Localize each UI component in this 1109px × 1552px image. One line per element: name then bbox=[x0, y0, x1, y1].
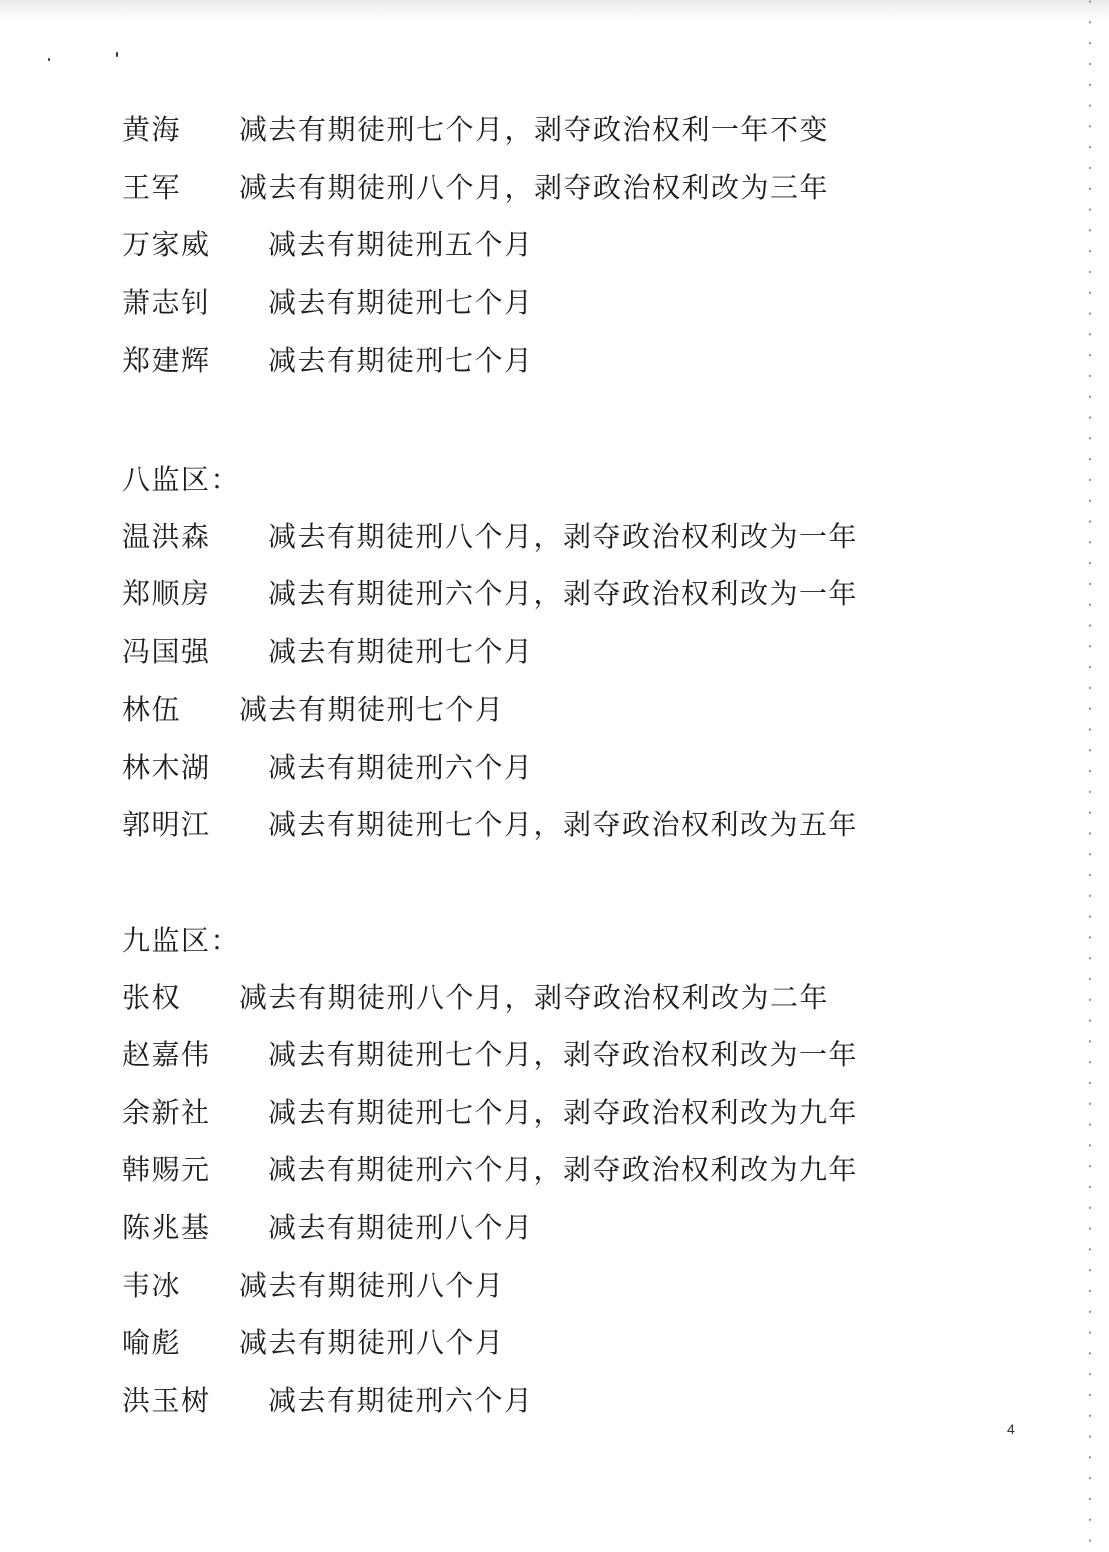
list-item bbox=[122, 1381, 534, 1421]
scan-speck bbox=[116, 52, 118, 57]
ruling-text: 减去有期徒刑八个月 bbox=[239, 1269, 505, 1302]
inmate-name: 萧志钊 bbox=[122, 286, 211, 319]
list-item bbox=[122, 517, 858, 557]
scan-speck bbox=[48, 58, 50, 61]
margin-dot-column bbox=[1088, 0, 1092, 1552]
page-number: 4 bbox=[1007, 1421, 1015, 1437]
ruling-text: 减去有期徒刑七个月 bbox=[268, 344, 534, 377]
ruling-text: 减去有期徒刑七个月 bbox=[239, 693, 505, 726]
ruling-text: 减去有期徒刑七个月，剥夺政治权利改为九年 bbox=[268, 1096, 859, 1129]
list-item bbox=[122, 110, 829, 150]
ruling-text: 减去有期徒刑五个月 bbox=[268, 228, 534, 261]
list-item bbox=[122, 1093, 858, 1133]
scan-edge-shadow bbox=[0, 0, 1109, 22]
list-item bbox=[122, 1266, 505, 1306]
list-item bbox=[122, 748, 534, 788]
inmate-name: 林伍 bbox=[122, 693, 182, 726]
ruling-text: 减去有期徒刑六个月，剥夺政治权利改为九年 bbox=[268, 1153, 859, 1186]
ruling-text: 减去有期徒刑七个月，剥夺政治权利一年不变 bbox=[239, 113, 830, 146]
inmate-name: 韦冰 bbox=[122, 1269, 182, 1302]
ruling-text: 减去有期徒刑八个月，剥夺政治权利改为一年 bbox=[268, 520, 859, 553]
list-item bbox=[122, 805, 858, 845]
list-item bbox=[122, 283, 534, 323]
list-item bbox=[122, 341, 534, 381]
inmate-name: 郭明江 bbox=[122, 808, 211, 841]
ruling-text: 减去有期徒刑八个月，剥夺政治权利改为三年 bbox=[239, 171, 830, 204]
inmate-name: 陈兆基 bbox=[122, 1211, 211, 1244]
inmate-name: 郑顺房 bbox=[122, 577, 211, 610]
list-item bbox=[122, 225, 534, 265]
inmate-name: 郑建辉 bbox=[122, 344, 211, 377]
list-item bbox=[122, 1208, 534, 1248]
list-item bbox=[122, 690, 505, 730]
inmate-name: 黄海 bbox=[122, 113, 182, 146]
list-item bbox=[122, 1323, 505, 1363]
inmate-name: 洪玉树 bbox=[122, 1384, 211, 1417]
ruling-text: 减去有期徒刑七个月，剥夺政治权利改为五年 bbox=[268, 808, 859, 841]
list-item bbox=[122, 1035, 858, 1075]
ruling-text: 减去有期徒刑六个月 bbox=[268, 751, 534, 784]
inmate-name: 冯国强 bbox=[122, 635, 211, 668]
list-item bbox=[122, 168, 829, 208]
ruling-text: 减去有期徒刑八个月 bbox=[268, 1211, 534, 1244]
ruling-text: 减去有期徒刑七个月，剥夺政治权利改为一年 bbox=[268, 1038, 859, 1071]
inmate-name: 韩赐元 bbox=[122, 1153, 211, 1186]
inmate-name: 王军 bbox=[122, 171, 182, 204]
ruling-text: 减去有期徒刑六个月，剥夺政治权利改为一年 bbox=[268, 577, 859, 610]
section-heading: 九监区： bbox=[122, 924, 241, 957]
inmate-name: 林木湖 bbox=[122, 751, 211, 784]
ruling-text: 减去有期徒刑六个月 bbox=[268, 1384, 534, 1417]
ruling-text: 减去有期徒刑七个月 bbox=[268, 635, 534, 668]
list-item bbox=[122, 632, 534, 672]
inmate-name: 余新社 bbox=[122, 1096, 211, 1129]
section-heading: 八监区： bbox=[122, 463, 241, 496]
list-item bbox=[122, 1150, 858, 1190]
inmate-name: 张权 bbox=[122, 981, 182, 1014]
ruling-text: 减去有期徒刑八个月 bbox=[239, 1326, 505, 1359]
inmate-name: 万家威 bbox=[122, 228, 211, 261]
list-item bbox=[122, 574, 858, 614]
list-item bbox=[122, 978, 829, 1018]
ruling-text: 减去有期徒刑八个月，剥夺政治权利改为二年 bbox=[239, 981, 830, 1014]
inmate-name: 赵嘉伟 bbox=[122, 1038, 211, 1071]
inmate-name: 喻彪 bbox=[122, 1326, 182, 1359]
inmate-name: 温洪森 bbox=[122, 520, 211, 553]
ruling-text: 减去有期徒刑七个月 bbox=[268, 286, 534, 319]
